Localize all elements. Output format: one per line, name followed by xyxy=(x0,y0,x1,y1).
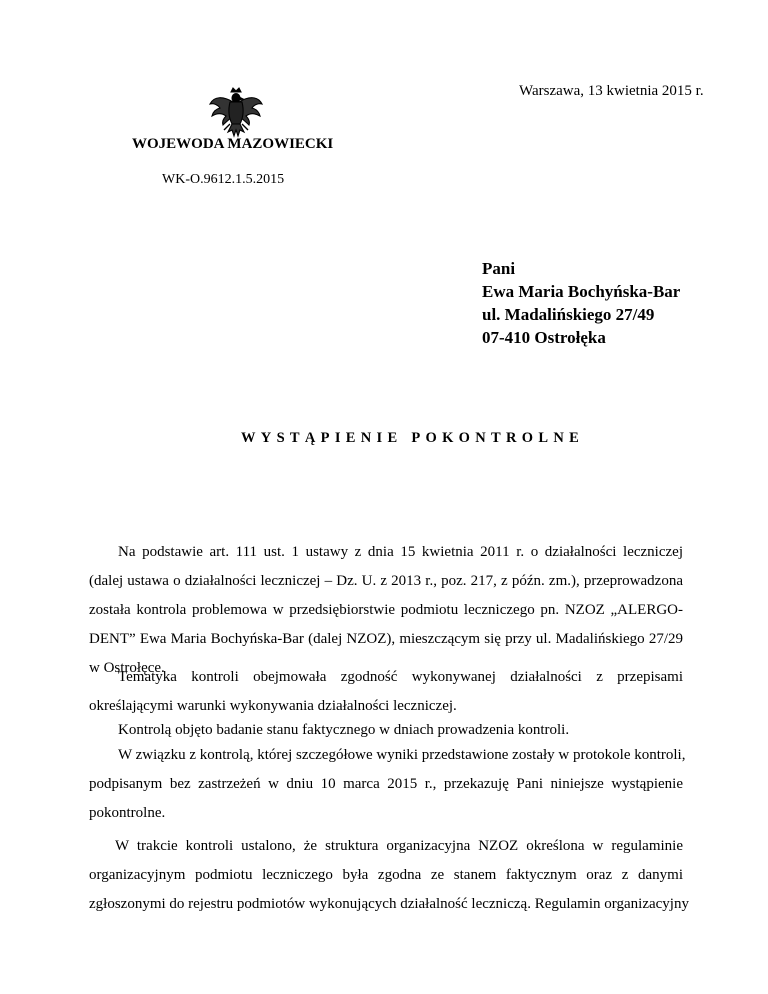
recipient-name: Ewa Maria Bochyńska-Bar xyxy=(482,282,681,301)
text-line: określającymi warunki wykonywania działalności leczniczej. xyxy=(89,698,457,714)
text-line: została kontrola problemowa w przedsiębiorstwie podmiotu leczniczego pn. NZOZ „ALERGO- xyxy=(89,602,683,618)
recipient-street: ul. Madalińskiego 27/49 xyxy=(482,305,655,324)
document-heading: WYSTĄPIENIE POKONTROLNE xyxy=(241,430,585,446)
paragraph-protocol xyxy=(89,741,686,828)
text-line: podpisanym bez zastrzeżeń w dniu 10 marca 2015 r., przekazuję Pani niniejsze wystąpienie xyxy=(89,776,683,792)
text-line: Kontrolą objęto badanie stanu faktycznego w dniach prowadzenia kontroli. xyxy=(118,722,570,738)
recipient-city: 07-410 Ostrołęka xyxy=(482,328,606,347)
text-line: Tematyka kontroli obejmowała zgodność wykonywanej działalności z przepisami xyxy=(118,669,683,685)
text-line: organizacyjnym podmiotu leczniczego była zgodna ze stanem faktycznym oraz z danymi xyxy=(89,867,683,883)
text-line: (dalej ustawa o działalności leczniczej – Dz. U. z 2013 r., poz. 217, z późn. zm.), przeprowadzona xyxy=(89,573,683,589)
text-line: DENT” Ewa Maria Bochyńska-Bar (dalej NZOZ), mieszczącym się przy ul. Madalińskiego 27/29 xyxy=(89,631,683,647)
paragraph-scope xyxy=(89,663,683,721)
text-line: pokontrolne. xyxy=(89,805,166,821)
paragraph-findings xyxy=(89,832,689,919)
text-line: zgłoszonymi do rejestru podmiotów wykonujących działalność leczniczą. Regulamin organizacyjny xyxy=(89,896,689,912)
text-line: W trakcie kontroli ustalono, że struktura organizacyjna NZOZ określona w regulaminie xyxy=(115,838,683,854)
polish-eagle-emblem-icon xyxy=(208,86,264,138)
text-line: w Ostrołęce. xyxy=(89,660,165,676)
text-line: Na podstawie art. 111 ust. 1 ustawy z dnia 15 kwietnia 2011 r. o działalności leczniczej xyxy=(118,544,683,560)
recipient-address xyxy=(482,257,680,349)
recipient-salutation: Pani xyxy=(482,259,516,278)
paragraph-legal-basis xyxy=(89,538,683,683)
letter-date: Warszawa, 13 kwietnia 2015 r. xyxy=(519,83,704,99)
text-line: W związku z kontrolą, której szczegółowe wyniki przedstawione zostały w protokole kontroli, xyxy=(118,747,686,763)
issuing-authority: WOJEWODA MAZOWIECKI xyxy=(132,136,334,152)
reference-number: WK-O.9612.1.5.2015 xyxy=(162,172,285,187)
